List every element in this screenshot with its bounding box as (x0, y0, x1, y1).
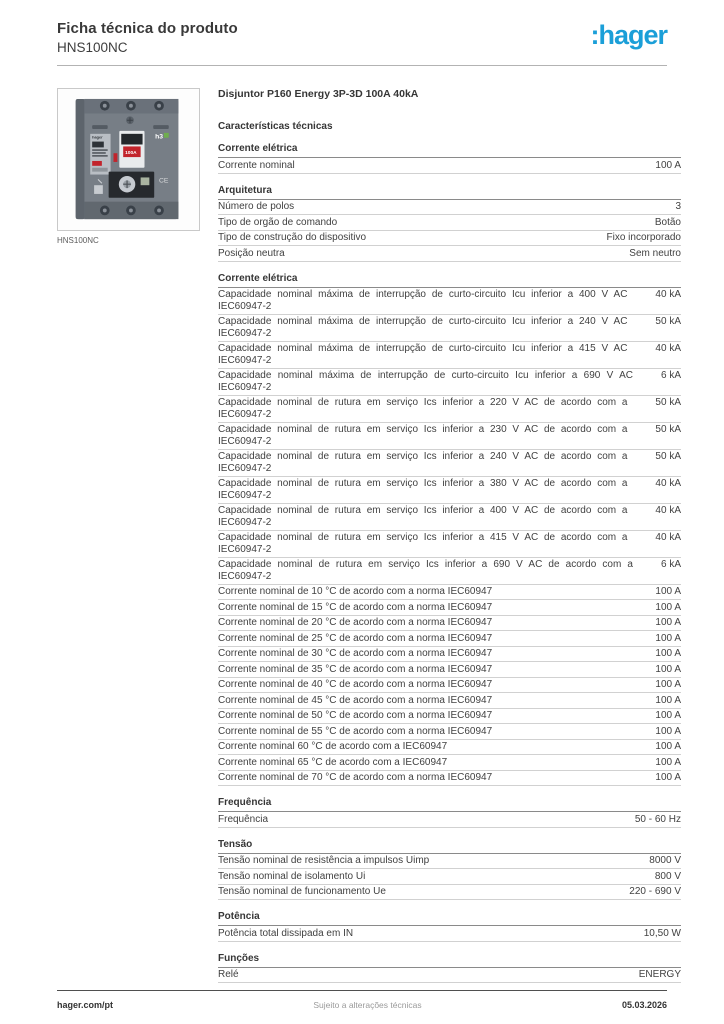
spec-label: Corrente nominal de 20 °C de acordo com a norma IEC60947 (218, 617, 493, 628)
spec-value: 40 kA (655, 289, 681, 300)
spec-value: 100 A (655, 648, 681, 659)
section-title: Corrente elétrica (218, 273, 681, 288)
page-body (57, 88, 681, 983)
spec-value: 6 kA (660, 370, 681, 381)
spec-label: Corrente nominal de 15 °C de acordo com a norma IEC60947 (218, 601, 493, 613)
spec-label: Corrente nominal 65 °C de acordo com a IEC60947 (218, 756, 448, 768)
spec-row (218, 631, 681, 647)
product-image (57, 88, 200, 231)
spec-value: 3 (675, 201, 681, 212)
spec-section (218, 143, 681, 174)
spec-row (218, 678, 681, 694)
spec-label: Corrente nominal de 50 °C de acordo com a norma IEC60947 (218, 710, 493, 721)
spec-row (218, 885, 681, 901)
spec-table (218, 88, 681, 983)
spec-label: Capacidade nominal de rutura em serviço Ics inferior a 415 V AC de acordo com a IEC60947-2 (218, 532, 628, 555)
section-rows (218, 288, 681, 787)
spec-section (218, 953, 681, 984)
spec-value: 100 A (655, 159, 681, 171)
spec-row (218, 158, 681, 174)
spec-value: 220 - 690 V (629, 886, 681, 897)
page-header (0, 0, 724, 55)
spec-value: 50 kA (655, 316, 681, 327)
svg-text:hager: hager (91, 134, 103, 140)
spec-row (218, 423, 681, 450)
spec-label: Corrente nominal de 30 °C de acordo com a norma IEC60947 (218, 648, 493, 659)
spec-section (218, 185, 681, 262)
spec-label: Corrente nominal de 10 °C de acordo com a norma IEC60947 (218, 586, 493, 597)
spec-value: 50 - 60 Hz (634, 813, 681, 825)
spec-row (218, 531, 681, 558)
spec-label: Capacidade nominal máxima de interrupção de curto-circuito Icu inferior a 400 V AC IEC60947-2 (218, 289, 628, 312)
product-heading: Disjuntor P160 Energy 3P-3D 100A 40kA (218, 88, 419, 100)
footer-date: 05.03.2026 (621, 1000, 667, 1010)
spec-label: Capacidade nominal de rutura em serviço Ics inferior a 240 V AC de acordo com a IEC60947-2 (218, 451, 628, 474)
spec-label: Relé (218, 969, 239, 980)
svg-text:h3: h3 (154, 133, 163, 141)
spec-row (218, 288, 681, 315)
spec-row (218, 396, 681, 423)
spec-label: Capacidade nominal de rutura em serviço Ics inferior a 220 V AC de acordo com a IEC60947-2 (218, 397, 628, 420)
section-title: Arquitetura (218, 185, 681, 200)
spec-label: Tensão nominal de funcionamento Ue (218, 886, 386, 897)
spec-value: 50 kA (655, 424, 681, 435)
spec-label: Capacidade nominal máxima de interrupção de curto-circuito Icu inferior a 240 V AC IEC60947-2 (218, 316, 628, 339)
spec-row (218, 740, 681, 756)
product-code: HNS100NC (57, 40, 128, 55)
section-rows (218, 968, 681, 984)
page-footer (57, 990, 667, 1010)
spec-section (218, 911, 681, 942)
spec-label: Corrente nominal de 55 °C de acordo com a norma IEC60947 (218, 725, 493, 737)
tech-characteristics-heading: Características técnicas (218, 121, 333, 132)
spec-row (218, 724, 681, 740)
spec-label: Tensão nominal de resistência a impulsos Uimp (218, 855, 430, 866)
spec-label: Capacidade nominal de rutura em serviço Ics inferior a 400 V AC de acordo com a IEC60947-2 (218, 505, 628, 528)
header-titles (57, 20, 238, 55)
footer-note: Sujeito a alterações técnicas (313, 1000, 422, 1010)
spec-value: 100 A (655, 772, 681, 783)
section-rows (218, 926, 681, 942)
section-title: Frequência (218, 797, 681, 812)
spec-row (218, 926, 681, 942)
section-rows (218, 200, 681, 262)
spec-label: Frequência (218, 813, 269, 825)
spec-row (218, 616, 681, 632)
spec-row (218, 246, 681, 262)
spec-value: 10,50 W (643, 927, 681, 939)
spec-row (218, 812, 681, 828)
section-title: Potência (218, 911, 681, 926)
spec-row (218, 647, 681, 663)
spec-row (218, 869, 681, 885)
section-title: Corrente elétrica (218, 143, 681, 158)
spec-label: Tensão nominal de isolamento Ui (218, 870, 366, 882)
spec-row (218, 558, 681, 585)
spec-value: 800 V (654, 870, 681, 882)
product-image-caption: HNS100NC (57, 236, 99, 245)
product-image-column (57, 88, 200, 983)
spec-row (218, 600, 681, 616)
svg-text:CE: CE (158, 176, 168, 184)
spec-label: Corrente nominal de 40 °C de acordo com a norma IEC60947 (218, 679, 493, 690)
hager-logo (590, 22, 667, 49)
spec-value: 100 A (655, 663, 681, 675)
spec-label: Posição neutra (218, 247, 285, 259)
breaker-toggle (119, 130, 144, 167)
spec-label: Capacidade nominal máxima de interrupção de curto-circuito Icu inferior a 690 V AC IEC60947-2 (218, 370, 633, 393)
svg-text:100A: 100A (124, 150, 137, 156)
logo-colon: : (590, 20, 599, 50)
section-rows (218, 854, 681, 901)
spec-label: Corrente nominal de 70 °C de acordo com a norma IEC60947 (218, 772, 493, 783)
spec-value: 100 A (655, 601, 681, 613)
spec-value: 100 A (655, 756, 681, 768)
spec-row (218, 771, 681, 787)
spec-value: 50 kA (655, 451, 681, 462)
page-title: Ficha técnica do produto (57, 20, 238, 37)
section-rows (218, 158, 681, 174)
spec-section (218, 797, 681, 828)
spec-value: 40 kA (655, 478, 681, 489)
circuit-breaker-illustration (66, 94, 192, 226)
spec-value: 50 kA (655, 397, 681, 408)
spec-sections (218, 143, 681, 983)
spec-row (218, 342, 681, 369)
spec-value: 100 A (655, 741, 681, 752)
spec-value: Sem neutro (629, 247, 681, 259)
spec-label: Número de polos (218, 201, 295, 212)
spec-row (218, 215, 681, 231)
spec-row (218, 854, 681, 870)
spec-value: 100 A (655, 725, 681, 737)
breaker-dial (108, 171, 154, 197)
spec-row (218, 315, 681, 342)
spec-row (218, 968, 681, 984)
spec-row (218, 369, 681, 396)
spec-row (218, 504, 681, 531)
section-rows (218, 812, 681, 828)
spec-label: Potência total dissipada em IN (218, 927, 354, 939)
spec-label: Tipo de orgão de comando (218, 216, 338, 228)
spec-label: Corrente nominal de 45 °C de acordo com a norma IEC60947 (218, 694, 493, 706)
spec-row (218, 709, 681, 725)
spec-section (218, 839, 681, 901)
spec-label: Corrente nominal 60 °C de acordo com a IEC60947 (218, 741, 448, 752)
spec-value: 8000 V (649, 855, 681, 866)
spec-label: Capacidade nominal de rutura em serviço Ics inferior a 690 V AC de acordo com a IEC60947-2 (218, 559, 633, 582)
spec-label: Capacidade nominal de rutura em serviço Ics inferior a 380 V AC de acordo com a IEC60947-2 (218, 478, 628, 501)
spec-label: Corrente nominal de 25 °C de acordo com a norma IEC60947 (218, 632, 493, 644)
logo-wordmark: hager (598, 20, 667, 50)
spec-value: 100 A (655, 586, 681, 597)
spec-row (218, 477, 681, 504)
spec-row (218, 693, 681, 709)
spec-row (218, 231, 681, 247)
spec-section (218, 273, 681, 787)
spec-row (218, 200, 681, 216)
spec-value: Botão (654, 216, 681, 228)
spec-value: 100 A (655, 617, 681, 628)
spec-label: Corrente nominal (218, 159, 295, 171)
spec-value: Fixo incorporado (606, 232, 681, 243)
header-divider (57, 65, 667, 66)
spec-value: 100 A (655, 679, 681, 690)
footer-url: hager.com/pt (57, 1000, 114, 1010)
spec-value: 40 kA (655, 343, 681, 354)
spec-value: 6 kA (660, 559, 681, 570)
spec-row (218, 755, 681, 771)
spec-row (218, 585, 681, 601)
spec-label: Tipo de construção do dispositivo (218, 232, 367, 243)
spec-row (218, 450, 681, 477)
spec-value: 40 kA (655, 532, 681, 543)
spec-value: 40 kA (655, 505, 681, 516)
spec-row (218, 662, 681, 678)
spec-value: ENERGY (638, 969, 681, 980)
spec-value: 100 A (655, 632, 681, 644)
section-title: Tensão (218, 839, 681, 854)
spec-value: 100 A (655, 710, 681, 721)
section-title: Funções (218, 953, 681, 968)
spec-label: Capacidade nominal de rutura em serviço Ics inferior a 230 V AC de acordo com a IEC60947-2 (218, 424, 628, 447)
spec-label: Corrente nominal de 35 °C de acordo com a norma IEC60947 (218, 663, 493, 675)
spec-label: Capacidade nominal máxima de interrupção de curto-circuito Icu inferior a 415 V AC IEC60947-2 (218, 343, 628, 366)
spec-value: 100 A (655, 694, 681, 706)
